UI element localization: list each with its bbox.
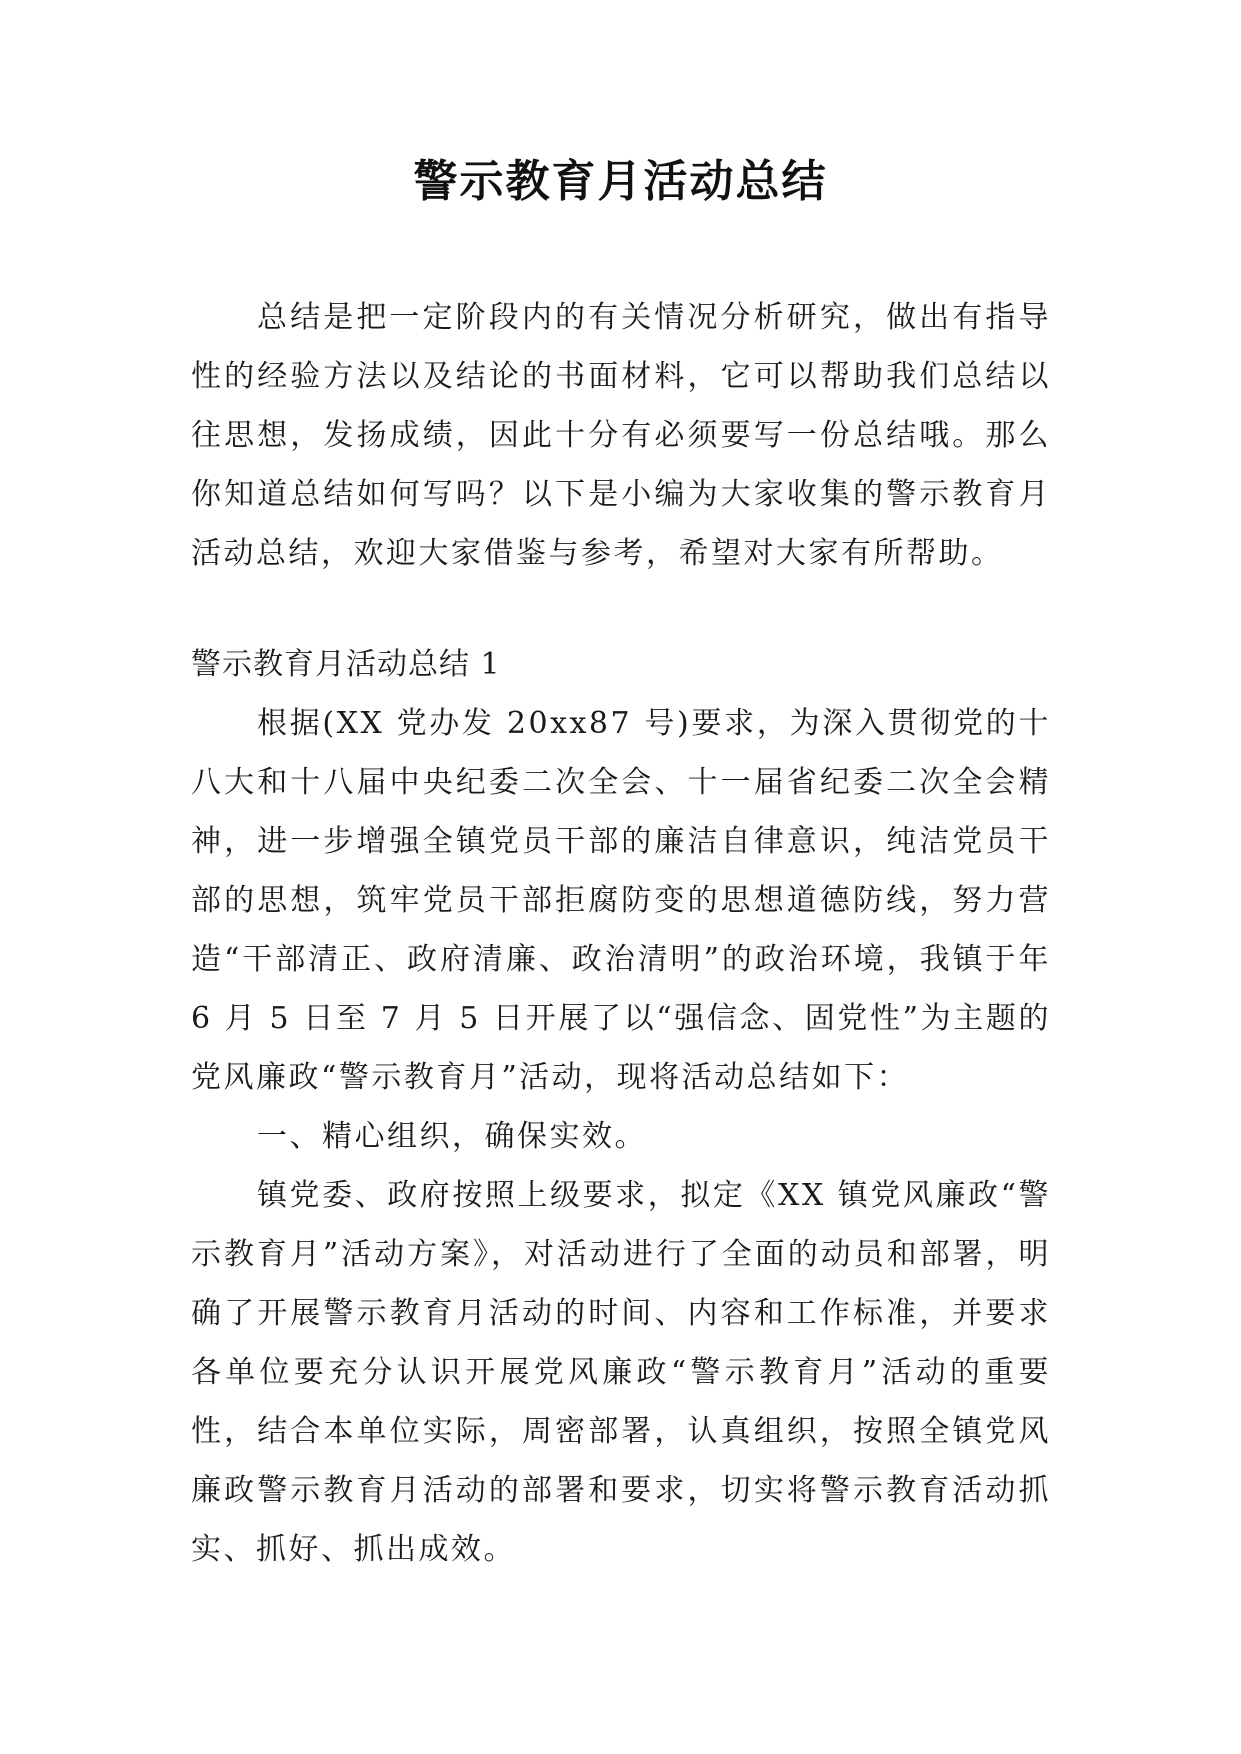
intro-paragraph: 总结是把一定阶段内的有关情况分析研究，做出有指导性的经验方法以及结论的书面材料，它可以帮助我们总结以往思想，发扬成绩，因此十分有必须要写一份总结哦。那么你知道总结如何写吗？以下是小编为大家收集的警示教育月活动总结，欢迎大家借鉴与参考，希望对大家有所帮助。 — [191, 300, 1051, 571]
section-gap — [191, 583, 1051, 635]
body-paragraph-2: 一、精心组织，确保实效。 — [257, 1119, 647, 1154]
body-paragraph-1: 根据(XX 党办发 20xx87 号)要求，为深入贯彻党的十八大和十八届中央纪委二次全会、十一届省纪委二次全会精神，进一步增强全镇党员干部的廉洁自律意识，纯洁党员干部的思想，筑牢党员干部拒腐防变的思想道德防线，努力营造“干部清正、政府清廉、政治清明”的政治环境，我镇于年6 月 5 日至 7 月 5 日开展了以“强信念、固党性”为主题的党风廉政“警示教育月”活动，现将活动总结如下： — [191, 706, 1051, 1095]
document-title: 警示教育月活动总结 — [413, 156, 828, 207]
section-heading: 警示教育月活动总结 1 — [191, 647, 501, 682]
document-body — [191, 288, 1051, 1579]
body-paragraph-3: 镇党委、政府按照上级要求，拟定《XX 镇党风廉政“警示教育月”活动方案》，对活动进行了全面的动员和部署，明确了开展警示教育月活动的时间、内容和工作标准，并要求各单位要充分认识开展党风廉政“警示教育月”活动的重要性，结合本单位实际，周密部署，认真组织，按照全镇党风廉政警示教育月活动的部署和要求，切实将警示教育活动抓实、抓好、抓出成效。 — [191, 1178, 1051, 1567]
